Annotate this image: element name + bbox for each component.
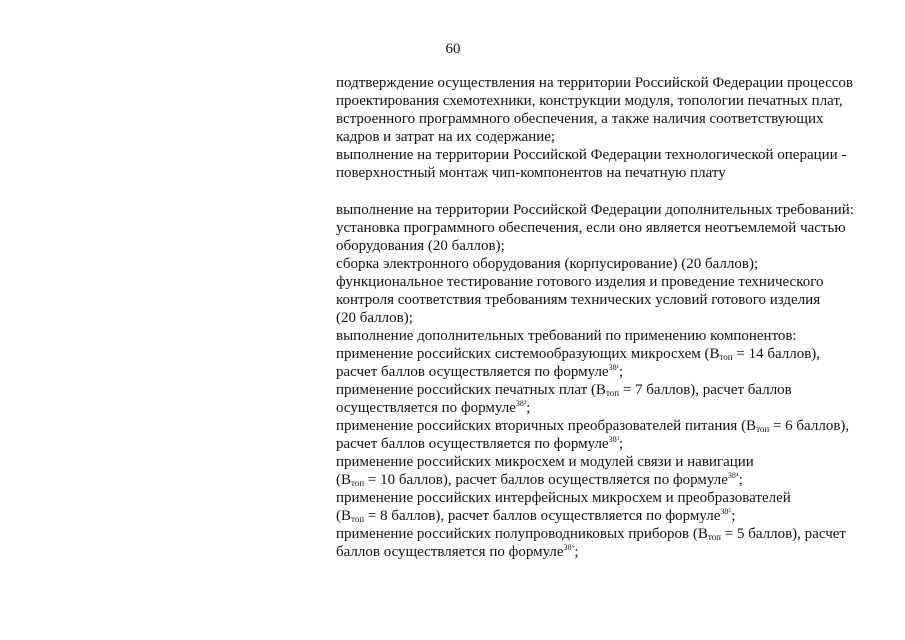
subscript: топ (605, 388, 620, 398)
text-line: встроенного программного обеспечения, а также наличия соответствующих (336, 111, 824, 127)
text-line: оборудования (20 баллов); (336, 238, 505, 254)
text-line (336, 525, 876, 543)
text-fragment: ; (619, 436, 624, 452)
text-fragment: расчет баллов осуществляется по формуле (336, 436, 609, 452)
text-line (336, 363, 876, 381)
text-line: кадров и затрат на их содержание; (336, 129, 556, 145)
text-line (336, 435, 876, 453)
subscript: топ (756, 424, 770, 434)
subscript: топ (719, 352, 733, 362)
footnote-ref: 38² (515, 399, 527, 408)
text-line: функциональное тестирование готового изделия и проведение технического (336, 274, 824, 290)
subscript: топ (351, 514, 365, 524)
footnote-ref: 38⁶ (563, 543, 575, 552)
footnote-ref: 38⁴ (727, 471, 739, 480)
text-fragment: (В (336, 508, 351, 524)
text-fragment: = 5 баллов), расчет (721, 526, 846, 542)
text-fragment: осуществляется по формуле (336, 400, 516, 416)
text-fragment: применение российских печатных плат (В (336, 382, 606, 398)
text-line (336, 471, 876, 489)
text-fragment: (В (336, 472, 351, 488)
text-fragment: ; (574, 544, 579, 560)
text-line (336, 399, 876, 417)
text-line: поверхностный монтаж чип-компонентов на печатную плату (336, 165, 726, 181)
footnote-ref: 38⁵ (720, 507, 732, 516)
text-fragment: = 7 баллов), расчет баллов (619, 382, 792, 398)
text-fragment: ; (738, 472, 743, 488)
text-line: выполнение дополнительных требований по применению компонентов: (336, 328, 797, 344)
text-line: проектирования схемотехники, конструкции модуля, топологии печатных плат, (336, 93, 843, 109)
subscript: топ (351, 478, 365, 488)
text-fragment: = 8 баллов), расчет баллов осуществляется по формуле (364, 508, 721, 524)
text-fragment: ; (619, 364, 624, 380)
text-fragment: ; (731, 508, 736, 524)
text-fragment: применение российских полупроводниковых приборов (В (336, 526, 708, 542)
text-line: выполнение на территории Российской Федерации технологической операции - (336, 147, 847, 163)
footnote-ref: 38¹ (608, 363, 619, 372)
text-fragment: расчет баллов осуществляется по формуле (336, 364, 609, 380)
text-fragment: применение российских системообразующих микросхем (В (336, 346, 720, 362)
text-fragment: ; (526, 400, 531, 416)
text-fragment: = 6 баллов), (769, 418, 850, 434)
text-line: применение российских микросхем и модулей связи и навигации (336, 454, 754, 470)
text-line: выполнение на территории Российской Федерации дополнительных требований: (336, 202, 854, 218)
text-line: сборка электронного оборудования (корпусирование) (20 баллов); (336, 256, 759, 272)
text-line: применение российских интерфейсных микросхем и преобразователей (336, 490, 791, 506)
text-line (336, 543, 876, 561)
footnote-ref: 38³ (608, 435, 619, 444)
text-line (336, 345, 876, 363)
text-fragment: баллов осуществляется по формуле (336, 544, 564, 560)
subscript: топ (707, 532, 721, 542)
text-line (336, 417, 876, 435)
text-fragment: применение российских вторичных преобразователей питания (В (336, 418, 757, 434)
text-line (336, 381, 876, 399)
text-line: контроля соответствия требованиям технических условий готового изделия (336, 292, 821, 308)
text-line (336, 507, 876, 525)
text-fragment: = 10 баллов), расчет баллов осуществляется по формуле (364, 472, 728, 488)
text-line: установка программного обеспечения, если оно является неотъемлемой частью (336, 220, 846, 236)
text-line: (20 баллов); (336, 310, 413, 326)
page-number: 60 (445, 41, 461, 57)
paragraph-gap (336, 182, 876, 201)
text-line: подтверждение осуществления на территории Российской Федерации процессов (336, 75, 853, 91)
document-body (336, 74, 876, 561)
text-fragment: = 14 баллов), (732, 346, 821, 362)
